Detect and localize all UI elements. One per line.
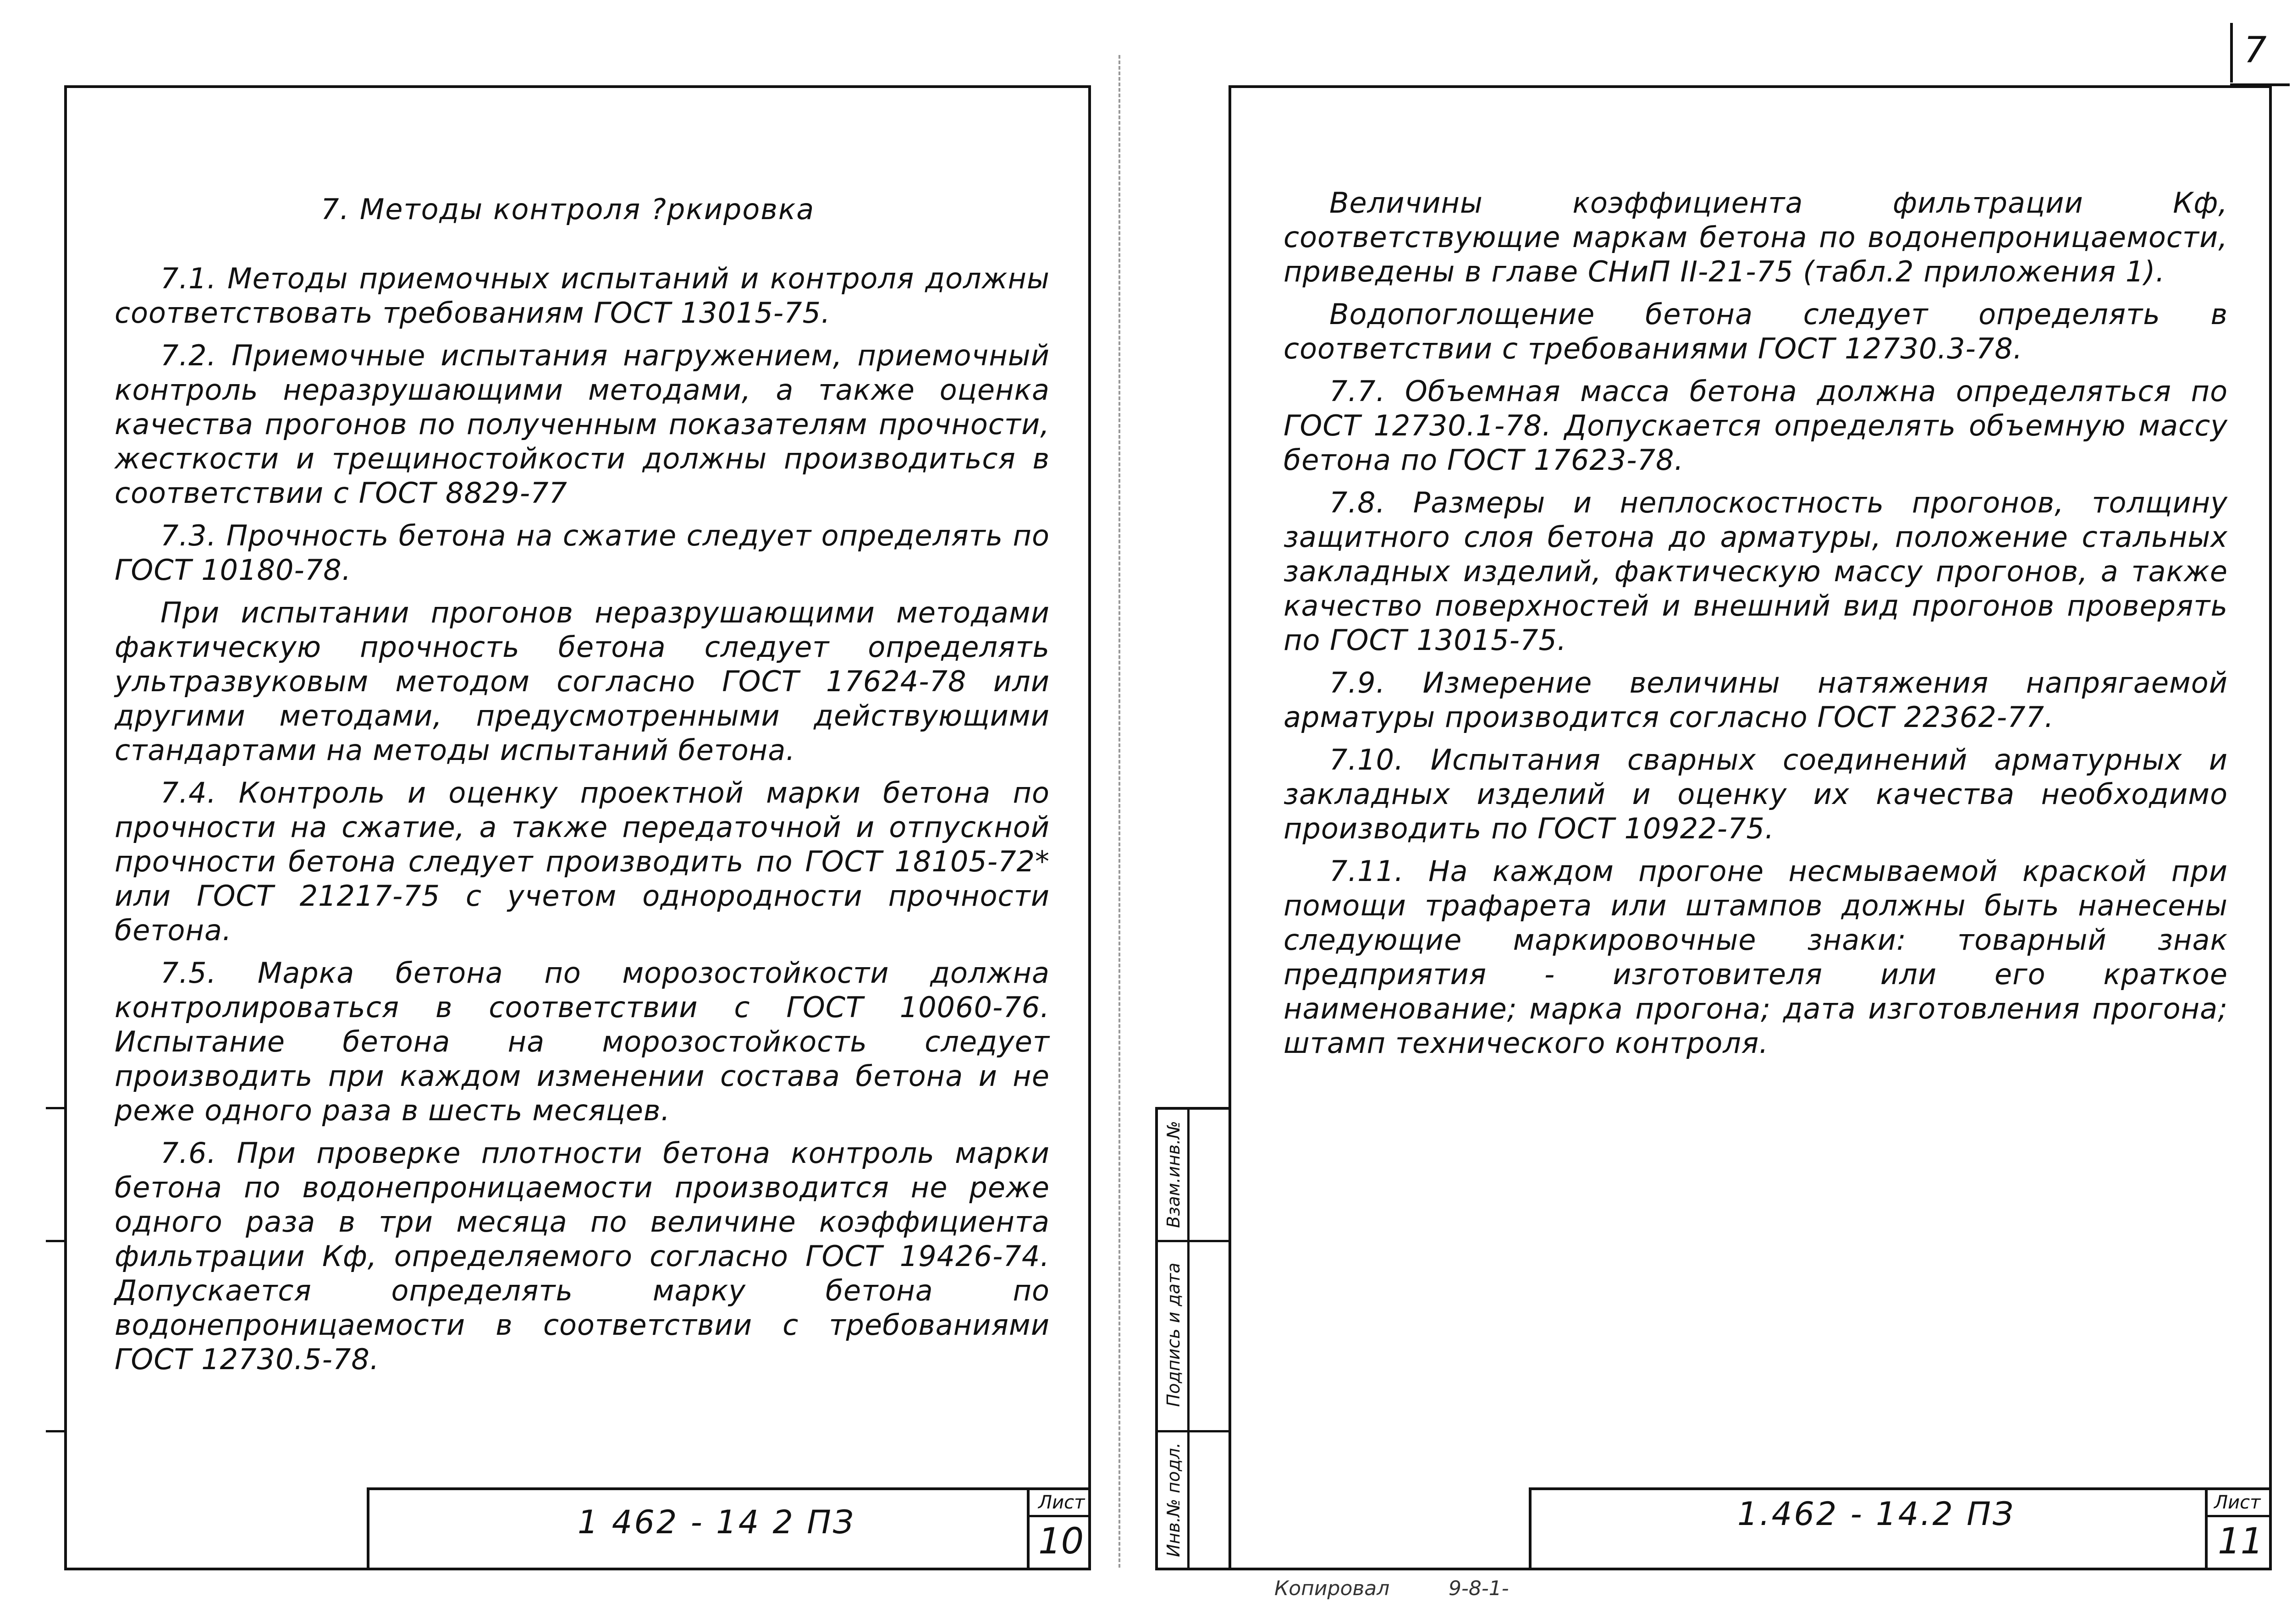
- sheet-number: 10: [1038, 1521, 1084, 1562]
- paragraph: 7.7. Объемная масса бетона должна определяться по ГОСТ 12730.1-78. Допускается определять объемную массу бетона по ГОСТ 17623-78.: [1284, 374, 2228, 477]
- paragraph: 7.5. Марка бетона по морозостойкости должна контролироваться в соответствии с ГОСТ 10060-76. Испытание бетона на морозостойкость следует производить при каждом изменении состава бетона и не реже одного раза в шесть месяцев.: [115, 956, 1050, 1127]
- side-stamp-col: [1187, 1107, 1190, 1570]
- margin-tick: [46, 1240, 66, 1242]
- right-sheet-cell-divider: [2205, 1515, 2271, 1517]
- right-frame-right: [2269, 85, 2272, 1570]
- margin-tick: [46, 1107, 66, 1109]
- left-body-text: [115, 261, 1050, 1385]
- page-number-bar: [2230, 23, 2233, 83]
- paragraph: 7.1. Методы приемочных испытаний и контроля должны соответствовать требованиям ГОСТ 13015-75.: [115, 262, 1050, 330]
- right-frame-top: [1229, 85, 2271, 88]
- paragraph: 7.2. Приемочные испытания нагружением, приемочный контроль неразрушающими методами, а также оценка качества прогонов по полученным показателям прочности, жесткости и трещиностойкости должны производиться в соответствии с ГОСТ 8829-77: [115, 339, 1050, 510]
- side-stamp-row: [1155, 1240, 1231, 1242]
- page-number: 7: [2244, 30, 2267, 71]
- side-stamp-vzam-inv: Взам.инв.№: [1163, 1121, 1184, 1228]
- paragraph: 7.9. Измерение величины натяжения напрягаемой арматуры производится согласно ГОСТ 22362-77.: [1284, 666, 2228, 734]
- side-stamp-row: [1155, 1430, 1231, 1432]
- paragraph: 7.6. При проверке плотности бетона контроль марки бетона по водонепроницаемости производится не реже одного раза в три месяца по величине коэффициента фильтрации Кф, определяемого согласно ГОСТ 19426-74. Допускается определять марку бетона по водонепроницаемости в соответствии с требованиями ГОСТ 12730.5-78.: [115, 1136, 1050, 1376]
- paragraph: 7.8. Размеры и неплоскостность прогонов, толщину защитного слоя бетона до арматуры, положение стальных закладных изделий, фактическую массу прогонов, а также качество поверхностей и внешний вид прогонов проверять по ГОСТ 13015-75.: [1284, 486, 2228, 657]
- margin-tick: [46, 1430, 66, 1432]
- sheet-number: 11: [2218, 1521, 2264, 1562]
- footer-copied-by: Копировал: [1274, 1577, 1390, 1600]
- left-frame-left: [64, 85, 67, 1570]
- paragraph: 7.11. На каждом прогоне несмываемой краской при помощи трафарета или штампов должны быть нанесены следующие маркировочные знаки: товарный знак предприятия - изготовителя или его краткое наименование; марка прогона; дата изготовления прогона; штамп технического контроля.: [1284, 854, 2228, 1060]
- fold-line: [1118, 55, 1120, 1568]
- document-code: 1.462 - 14.2 ПЗ: [1737, 1495, 2015, 1533]
- left-title-block-divider: [1027, 1487, 1030, 1570]
- left-sheet-cell-divider: [1027, 1515, 1091, 1517]
- side-stamp-inv-podl: Инв.№ подл.: [1163, 1442, 1184, 1558]
- paragraph: 7.4. Контроль и оценку проектной марки бетона по прочности на сжатие, а также передаточной и отпускной прочности бетона следует производить по ГОСТ 18105-72* или ГОСТ 21217-75 с учетом однородности прочности бетона.: [115, 776, 1050, 947]
- footer-note: 9-8-1-: [1449, 1577, 1509, 1600]
- right-body-text: [1284, 186, 2228, 1068]
- paragraph: Водопоглощение бетона следует определять в соответствии с требованиями ГОСТ 12730.3-78.: [1284, 297, 2228, 365]
- sheet-label: Лист: [1038, 1492, 1085, 1513]
- paragraph: 7.10. Испытания сварных соединений арматурных и закладных изделий и оценку их качества необходимо производить по ГОСТ 10922-75.: [1284, 743, 2228, 845]
- paragraph: Величины коэффициента фильтрации Кф, соответствующие маркам бетона по водонепроницаемости, приведены в главе СНиП II-21-75 (табл.2 приложения 1).: [1284, 186, 2228, 288]
- left-frame-right: [1088, 85, 1091, 1570]
- right-title-block-divider: [2205, 1487, 2208, 1570]
- sheet-label: Лист: [2214, 1492, 2261, 1513]
- left-frame-top: [64, 85, 1091, 88]
- section-title: 7. Методы контроля ?ркировка: [321, 193, 815, 226]
- paragraph: При испытании прогонов неразрушающими методами фактическую прочность бетона следует определять ультразвуковым методом согласно ГОСТ 17624-78 или другими методами, предусмотренными действующими стандартами на методы испытаний бетона.: [115, 596, 1050, 767]
- document-code: 1 462 - 14 2 ПЗ: [578, 1503, 855, 1541]
- paragraph: 7.3. Прочность бетона на сжатие следует определять по ГОСТ 10180-78.: [115, 519, 1050, 587]
- side-stamp-podpis-data: Подпись и дата: [1163, 1262, 1184, 1407]
